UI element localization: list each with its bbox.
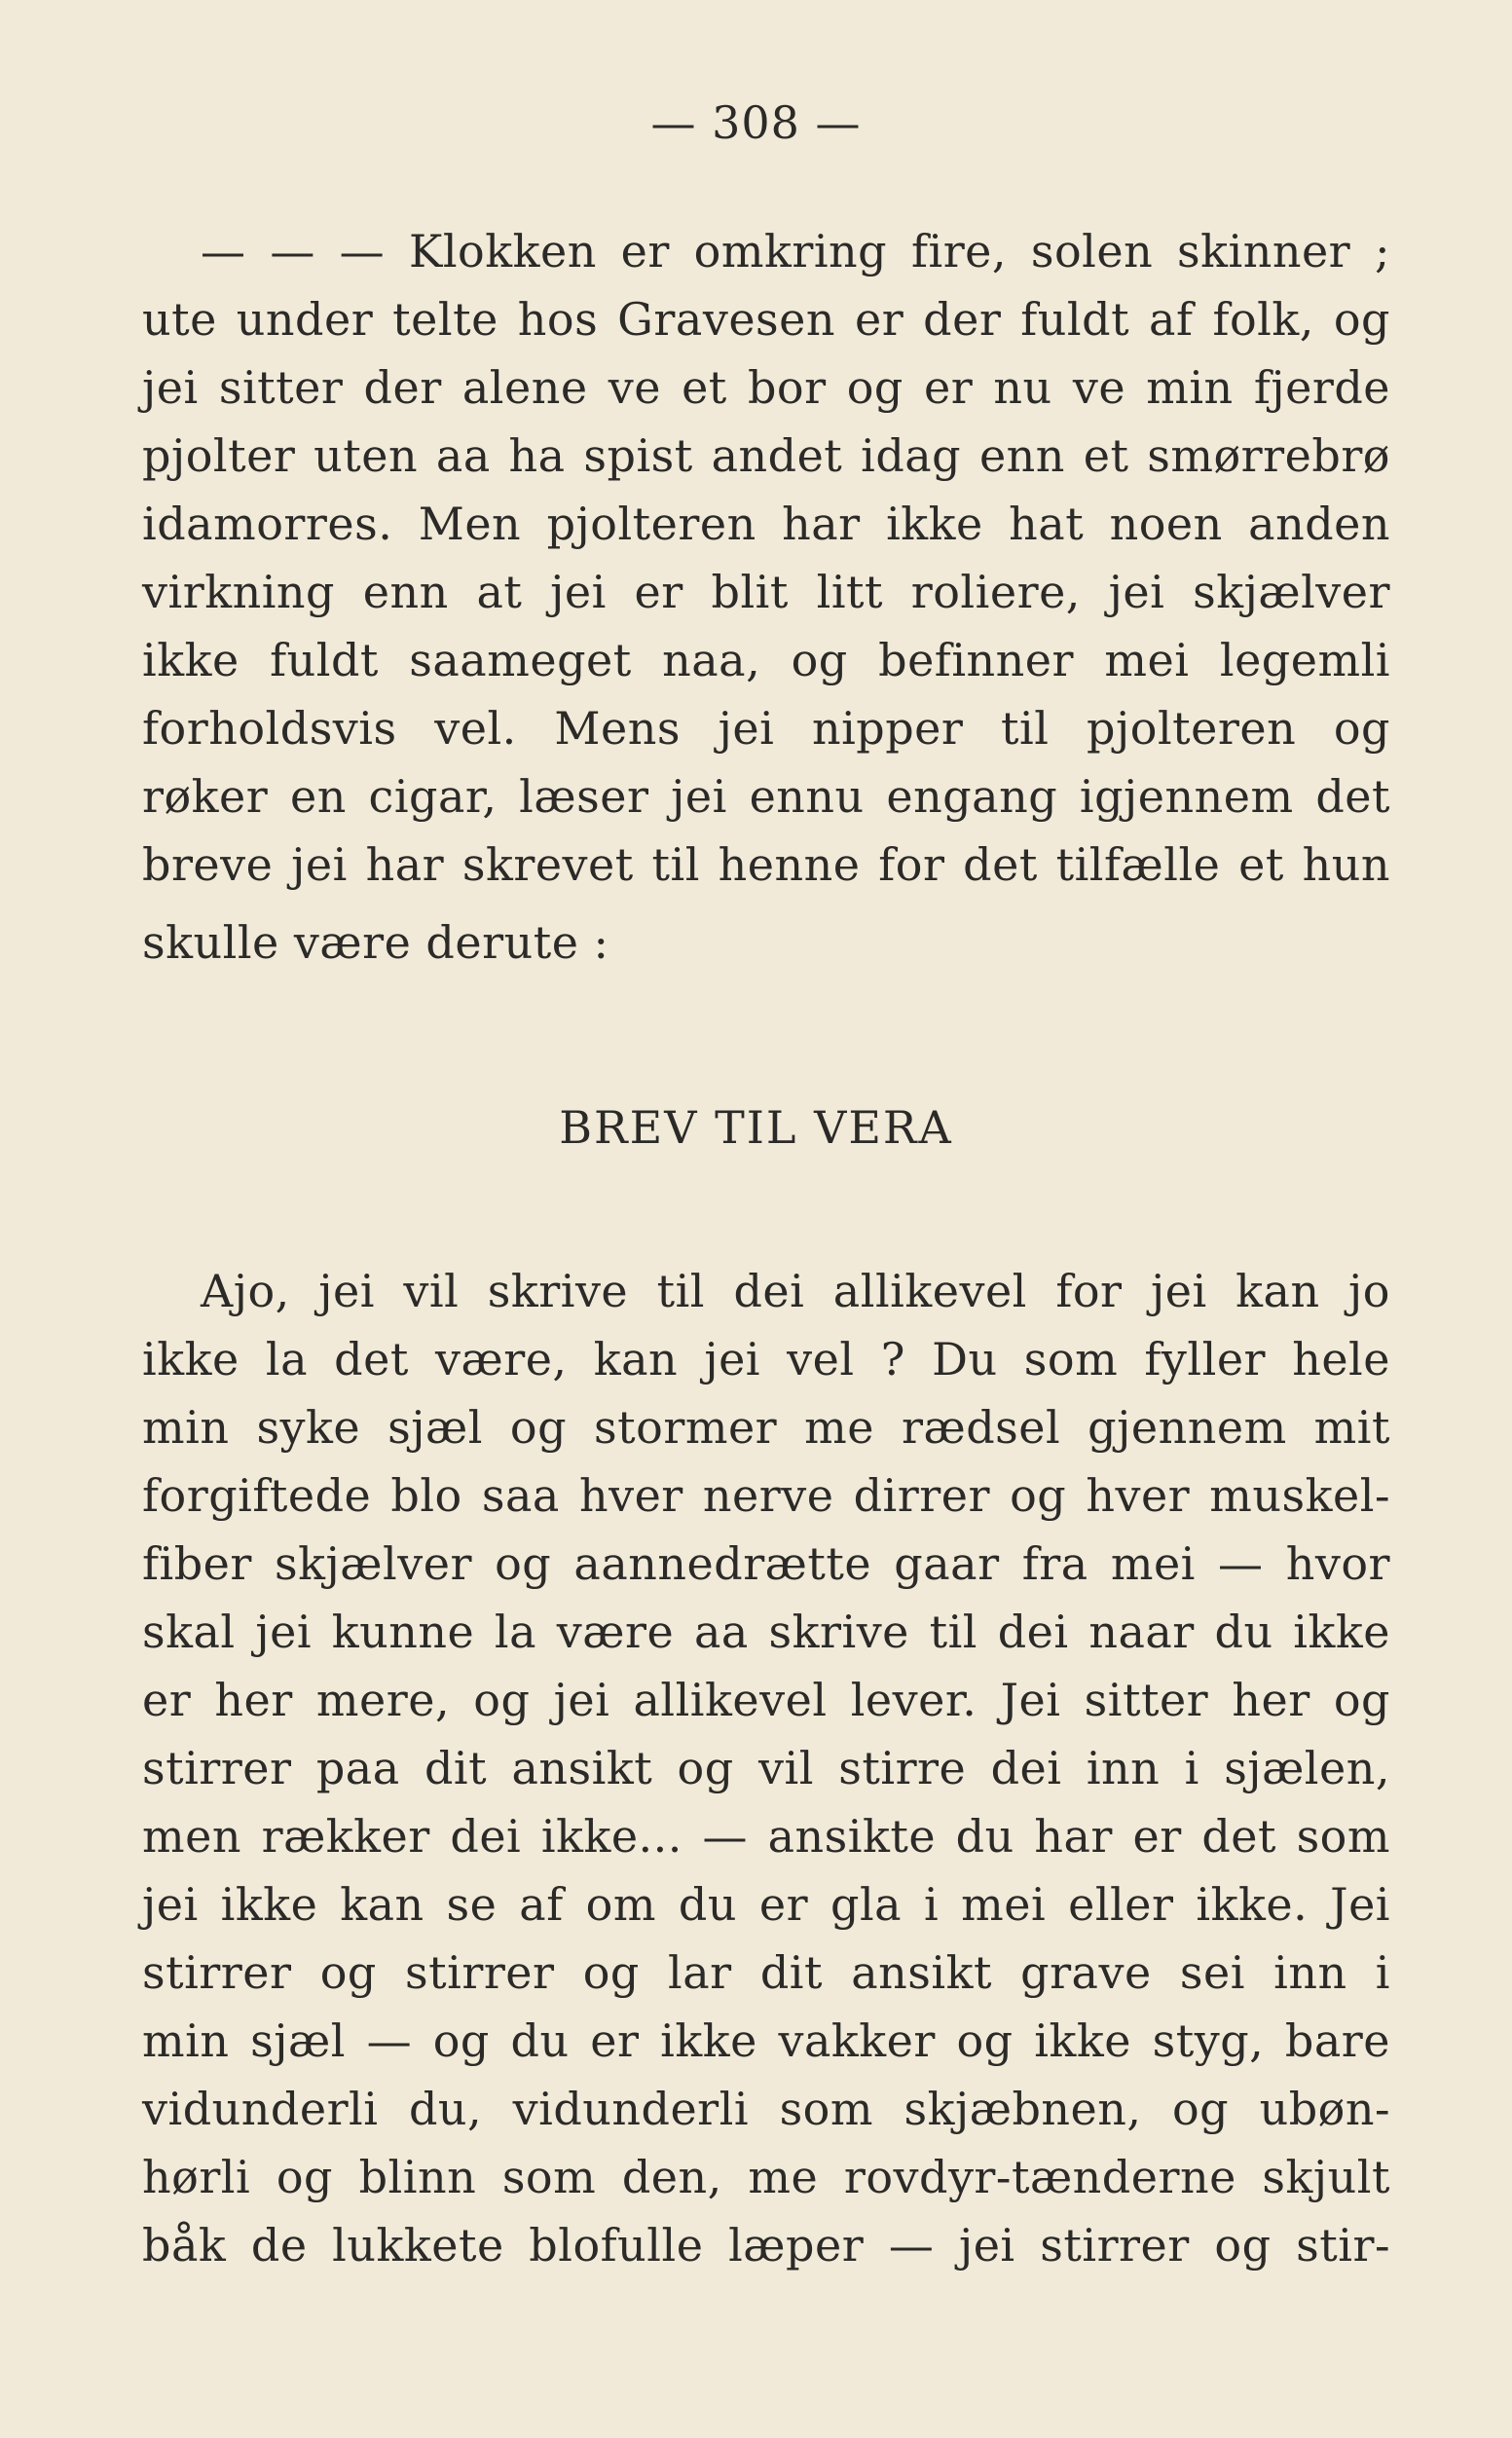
- text-line: fiber skjælver og aannedrætte gaar fra mei — hvor: [142, 1537, 1390, 1590]
- text-line: forholdsvis vel. Mens jei nipper til pjolteren og: [142, 702, 1390, 755]
- text-line: breve jei har skrevet til henne for det tilfælle et hun: [142, 838, 1390, 891]
- text-line: forgiftede blo saa hver nerve dirrer og hver muskel-: [142, 1469, 1390, 1522]
- text-line: båk de lukkete blofulle læper — jei stirrer og stir-: [142, 2219, 1390, 2272]
- text-line: vidunderli du, vidunderli som skjæbnen, og ubøn-: [142, 2083, 1390, 2135]
- text-line: ikke la det være, kan jei vel ? Du som fyller hele: [142, 1333, 1390, 1385]
- text-line: men rækker dei ikke... — ansikte du har er det som: [142, 1810, 1390, 1863]
- text-line: røker en cigar, læser jei ennu engang igjennem det: [142, 770, 1390, 823]
- text-line: pjolter uten aa ha spist andet idag enn et smørrebrø: [142, 429, 1390, 482]
- text-line: ikke fuldt saameget naa, og befinner mei legemli: [142, 634, 1390, 686]
- section-heading: BREV TIL VERA: [559, 1101, 953, 1154]
- text-line: er her mere, og jei allikevel lever. Jei sitter her og: [142, 1674, 1390, 1726]
- page-number: — 308 —: [650, 96, 862, 149]
- text-line: min syke sjæl og stormer me rædsel gjennem mit: [142, 1401, 1390, 1454]
- text-line: skulle være derute :: [142, 916, 609, 969]
- text-line: ute under telte hos Gravesen er der fuldt af folk, og: [142, 293, 1390, 346]
- text-line: Ajo, jei vil skrive til dei allikevel for jei kan jo: [201, 1265, 1390, 1317]
- text-line: — — — Klokken er omkring fire, solen skinner ;: [201, 225, 1390, 277]
- text-line: virkning enn at jei er blit litt roliere, jei skjælver: [142, 566, 1390, 618]
- text-line: jei ikke kan se af om du er gla i mei eller ikke. Jei: [142, 1878, 1390, 1931]
- text-line: skal jei kunne la være aa skrive til dei naar du ikke: [142, 1606, 1390, 1658]
- text-line: min sjæl — og du er ikke vakker og ikke styg, bare: [142, 2014, 1390, 2067]
- text-line: stirrer og stirrer og lar dit ansikt grave sei inn i: [142, 1946, 1390, 1999]
- text-line: jei sitter der alene ve et bor og er nu ve min fjerde: [142, 361, 1390, 414]
- text-line: hørli og blinn som den, me rovdyr-tænderne skjult: [142, 2151, 1390, 2203]
- text-line: stirrer paa dit ansikt og vil stirre dei inn i sjælen,: [142, 1742, 1390, 1794]
- text-line: idamorres. Men pjolteren har ikke hat noen anden: [142, 498, 1390, 550]
